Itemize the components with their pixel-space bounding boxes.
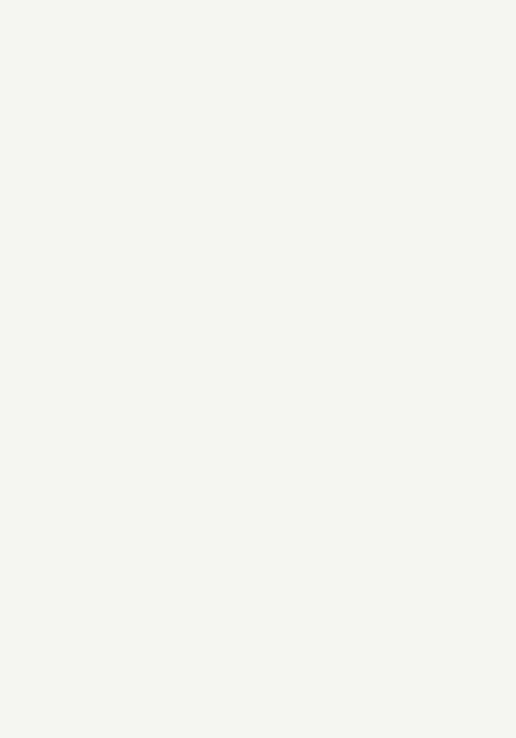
text-block-lower: [22, 372, 499, 697]
section-divider: [22, 358, 499, 364]
text-block-upper: [22, 22, 499, 350]
